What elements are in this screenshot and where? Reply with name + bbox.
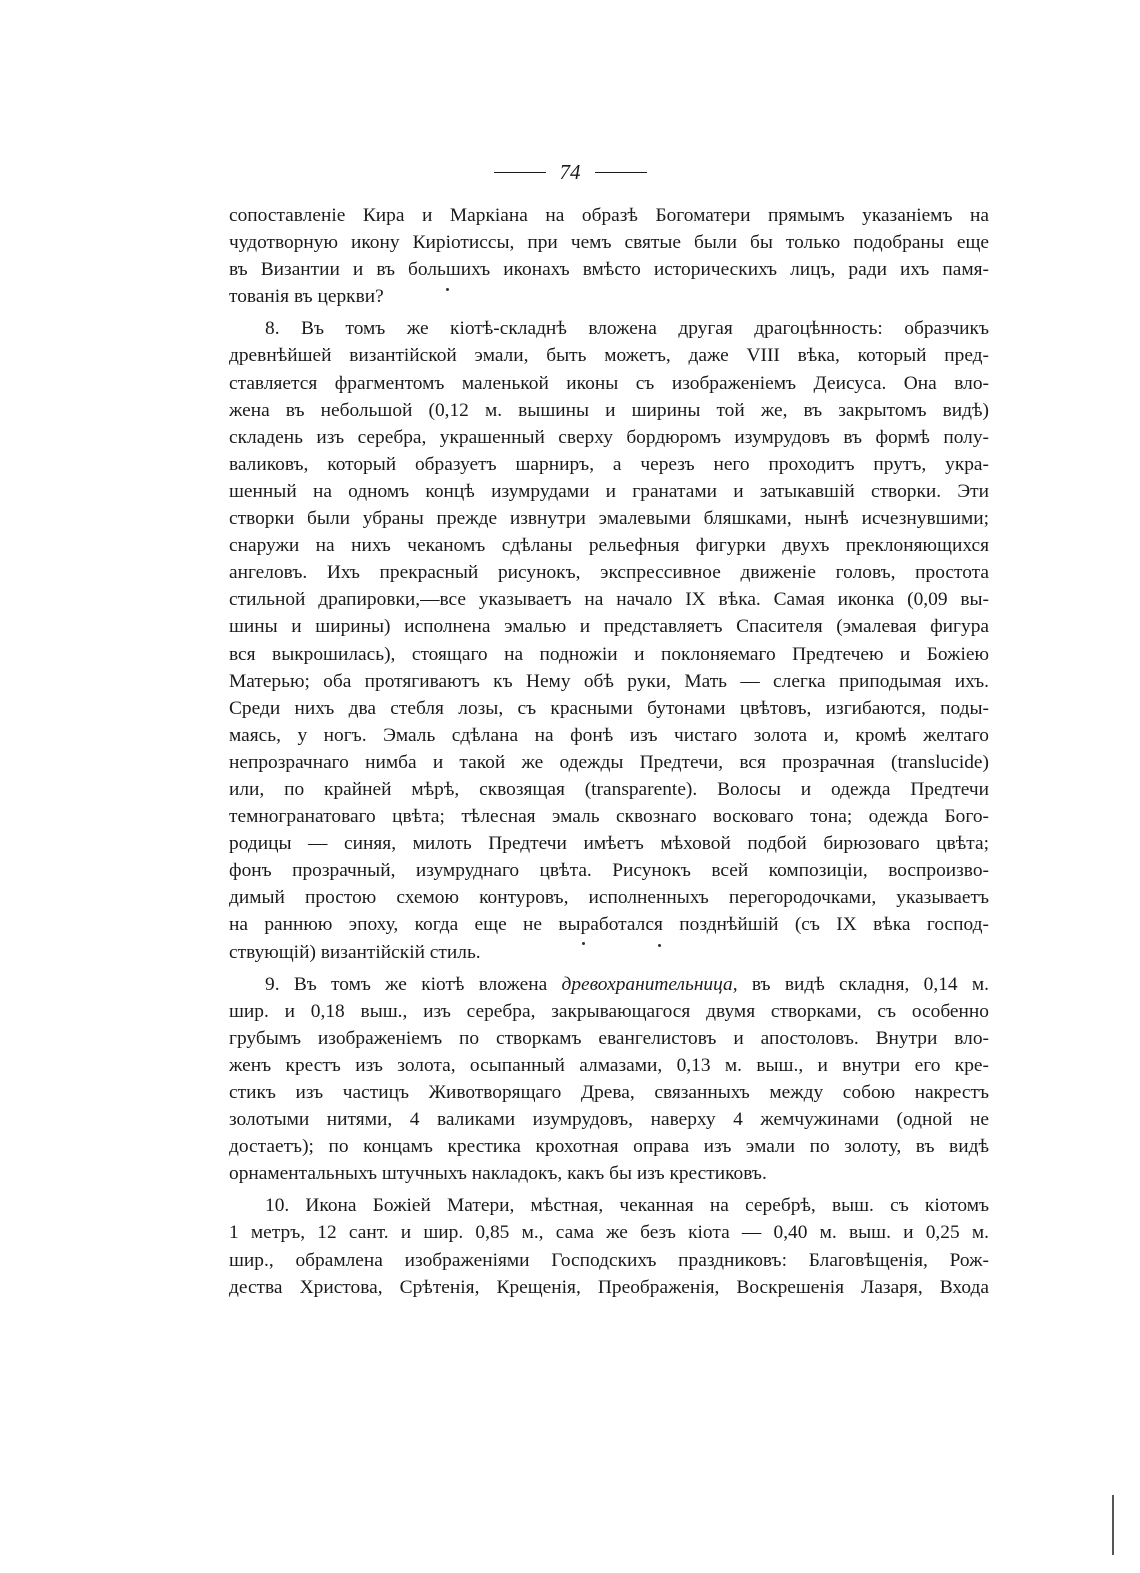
text-line: вся выкрошилась), стоящаго на подножіи и поклоняемаго Предтечею и Божіею (229, 643, 989, 665)
text-line: фонъ прозрачный, изумруднаго цвѣта. Рисунокъ всей композиціи, воспроизво- (229, 860, 989, 882)
text-line: темногранатоваго цвѣта; тѣлесная эмаль сквознаго восковаго тона; одежда Бого- (229, 806, 989, 828)
page-header (0, 156, 1140, 186)
paragraph-9-lead: 9. Въ томъ же кіотѣ вложена (265, 973, 562, 995)
text-line: достаетъ); по концамъ крестика крохотная оправа изъ эмали по золоту, въ видѣ (229, 1136, 989, 1158)
text-line: на раннюю эпоху, когда еще не выработался позднѣйшій (съ IX вѣка господ- (229, 914, 989, 936)
text-line: въ Византии и въ большихъ иконахъ вмѣсто историческихъ лицъ, ради ихъ памя- (229, 259, 989, 281)
text-line: 10. Икона Божіей Матери, мѣстная, чеканная на серебрѣ, выш. съ кіотомъ (265, 1195, 989, 1217)
text-line: маясь, у ногъ. Эмаль сдѣлана на фонѣ изъ чистаго золота и, кромѣ желтаго (229, 724, 989, 746)
text-line: шир. и 0,18 выш., изъ серебра, закрывающагося двумя створками, съ особенно (229, 1000, 989, 1022)
text-line: дества Христова, Срѣтенія, Крещенія, Преображенія, Воскрешенія Лазаря, Входа (229, 1276, 989, 1298)
text-line: грубымъ изображеніемъ по створкамъ евангелистовъ и апостоловъ. Внутри вло- (229, 1027, 989, 1049)
text-line: стикъ изъ частицъ Животворящаго Древа, связанныхъ между собою накрестъ (229, 1082, 989, 1103)
page-number: 74 (559, 160, 581, 185)
scan-speck (446, 288, 449, 291)
text-line: створки были убраны прежде извнутри эмалевыми бляшками, нынѣ исчезнувшими; (229, 508, 989, 530)
text-line: родицы — синяя, милоть Предтечи имѣетъ мѣховой подбой бирюзоваго цвѣта; (229, 833, 989, 855)
text-line: жена въ небольшой (0,12 м. вышины и ширины той же, въ закрытомъ видѣ) (229, 399, 989, 421)
paragraph-1 (229, 202, 989, 310)
paragraph-10 (229, 1192, 989, 1300)
paragraph-8 (229, 315, 989, 965)
text-line: или, по крайней мѣрѣ, сквозящая (transparente). Волосы и одежда Предтечи (229, 778, 989, 800)
text-line: ангеловъ. Ихъ прекрасный рисунокъ, экспрессивное движеніе головъ, простота (229, 562, 989, 584)
text-line: складень изъ серебра, украшенный сверху бордюромъ изумрудовъ въ формѣ полу- (229, 426, 989, 448)
text-line: шины и ширины) исполнена эмалью и представляетъ Спасителя (эмалевая фигура (229, 616, 989, 638)
text-line: золотыми нитями, 4 валиками изумрудовъ, наверху 4 жемчужинами (одной не (229, 1109, 989, 1131)
text-line: ставляется фрагментомъ маленькой иконы съ изображеніемъ Деисуса. Она вло- (229, 372, 989, 394)
text-line: сопоставленіе Кира и Маркіана на образѣ Богоматери прямымъ указаніемъ на (229, 205, 989, 226)
text-line: валиковъ, который образуетъ шарниръ, а черезъ него проходитъ прутъ, укра- (229, 453, 989, 475)
text-line: 8. Въ томъ же кіотѣ-складнѣ вложена другая драгоцѣнность: образчикъ (265, 318, 989, 340)
text-line: стильной драпировки,—все указываетъ на начало IX вѣка. Самая иконка (0,09 вы- (229, 589, 989, 611)
text-line: димый простою схемою контуровъ, исполненныхъ перегородочками, указываетъ (229, 887, 989, 909)
text-line: 1 метръ, 12 сант. и шир. 0,85 м., сама же безъ кіота — 0,40 м. выш. и 0,25 м. (229, 1222, 989, 1244)
header-rule-right (595, 172, 647, 173)
text-line: шенный на одномъ концѣ изумрудами и гранатами и затыкавшій створки. Эти (229, 480, 989, 502)
header-rule-left (494, 172, 546, 173)
text-line: ствующій) византійскій стиль. (229, 941, 481, 963)
scan-speck (582, 942, 585, 945)
text-line: Матерью; оба протягиваютъ къ Нему обѣ руки, Мать — слегка приподымая ихъ. (229, 670, 989, 692)
paragraph-9-lead-tail: въ видѣ складня, 0,14 м. (737, 973, 989, 995)
text-line: чудотворную икону Киріотиссы, при чемъ святые были бы только подобраны еще (229, 232, 989, 254)
text-line: Среди нихъ два стебля лозы, съ красными бутонами цвѣтовъ, изгибаются, поды- (229, 697, 989, 719)
paragraph-9 (229, 971, 989, 1188)
scan-edge-mark (1112, 1495, 1114, 1555)
text-line: древнѣйшей византійской эмали, быть можетъ, даже VIII вѣка, который пред- (229, 345, 989, 367)
text-line: снаружи на нихъ чеканомъ сдѣланы рельефныя фигурки двухъ преклоняющихся (229, 535, 989, 557)
text-line: шир., обрамлена изображеніями Господскихъ праздниковъ: Благовѣщенія, Рож- (229, 1249, 989, 1271)
text-line: орнаментальныхъ штучныхъ накладокъ, какъ бы изъ крестиковъ. (229, 1163, 767, 1185)
text-line: непрозрачнаго нимба и такой же одежды Предтечи, вся прозрачная (translucide) (229, 751, 989, 773)
scan-speck (658, 944, 661, 947)
italic-term: древохранительница, (561, 973, 738, 995)
text-line (229, 971, 989, 998)
text-line: женъ крестъ изъ золота, осыпанный алмазами, 0,13 м. выш., и внутри его кре- (229, 1054, 989, 1076)
body-text (229, 202, 989, 1301)
text-line: тованія въ церкви? (229, 286, 384, 308)
